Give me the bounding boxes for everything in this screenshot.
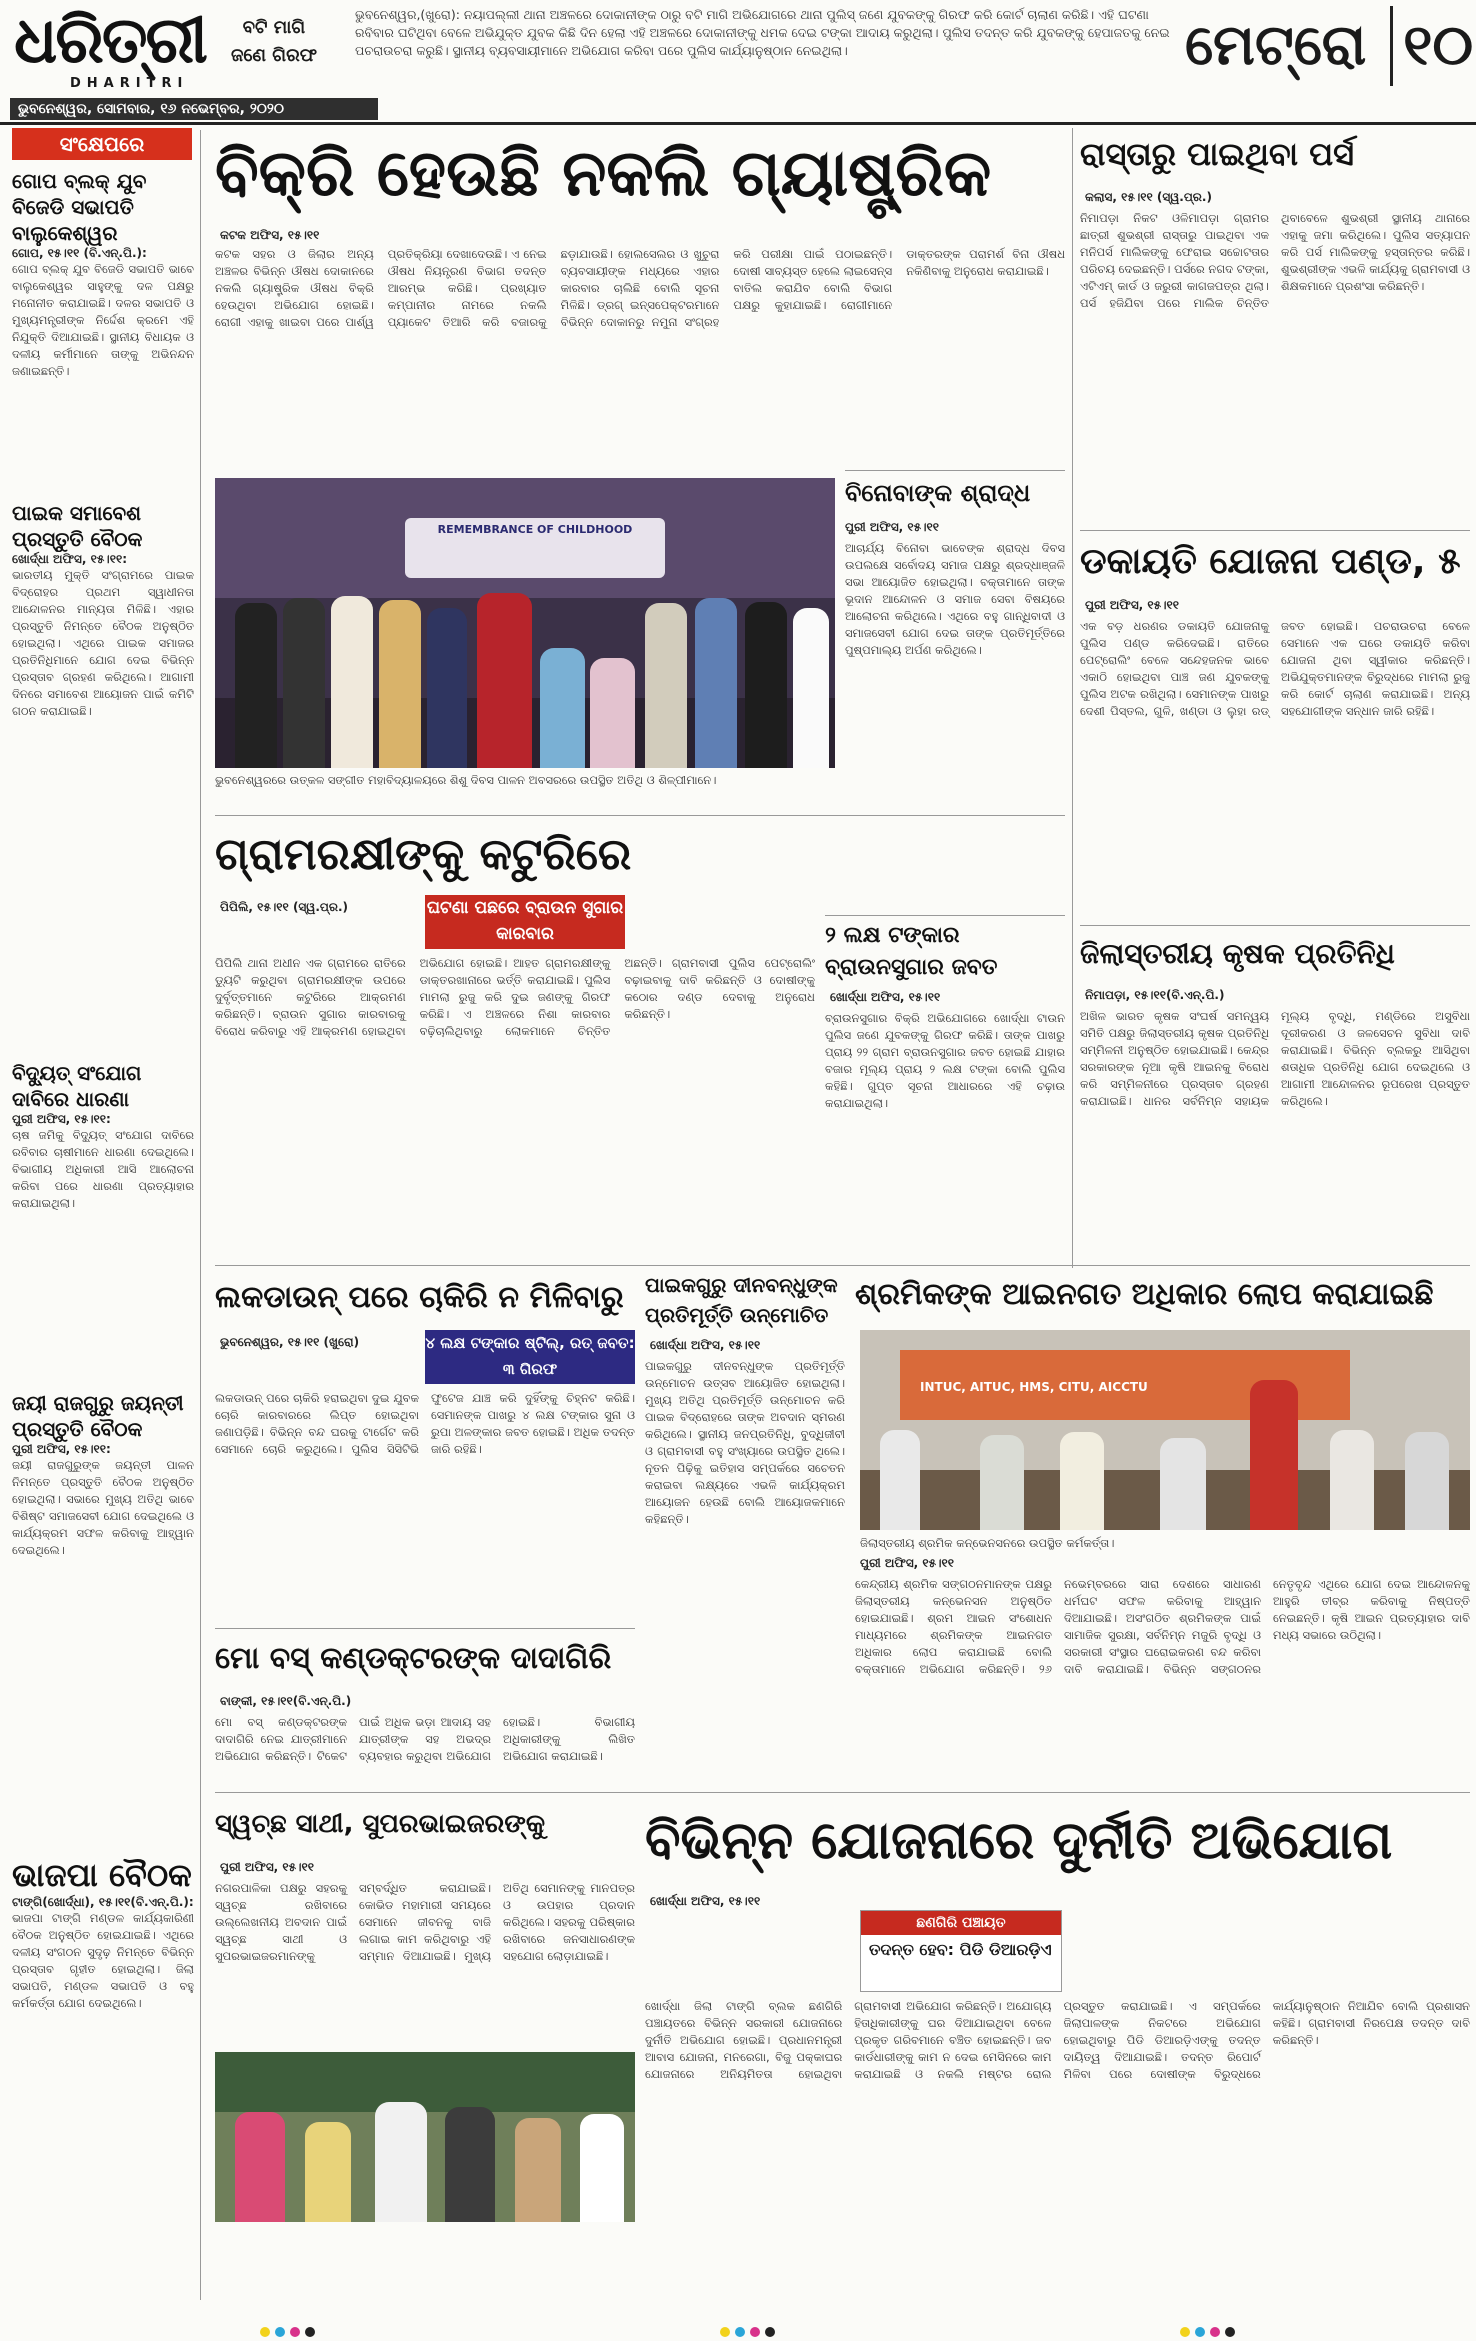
brief-body: ଭାରତୀୟ ମୁକ୍ତି ସଂଗ୍ରାମରେ ପାଇକ ବିଦ୍ରୋହର ପ୍ରଥମ ସ୍ୱାଧୀନତା ଆନ୍ଦୋଳନର ମାନ୍ୟତା ମିଳିଛି। ଏହାର ପ୍ରସ୍ତୁତି ନିମନ୍ତେ ବୈଠକ ଅନୁଷ୍ଠିତ ହୋଇଥିଲା। ଏଥିରେ ପାଇକ ସମାଜର ପ୍ରତିନିଧିମାନେ ଯୋଗ ଦେଇ ବିଭିନ୍ନ ପ୍ରସ୍ତାବ ଗ୍ରହଣ କରିଥିଲେ। ଆଗାମୀ ଦିନରେ ସମାବେଶ ଆୟୋଜନ ପାଇଁ କମିଟି ଗଠନ କରାଯାଇଛି। [12,568,194,718]
story-body: ଆଚାର୍ଯ୍ୟ ବିନୋବା ଭାବେଙ୍କ ଶ୍ରାଦ୍ଧ ଦିବସ ଉପଲକ୍ଷେ ସର୍ବୋଦୟ ସମାଜ ପକ୍ଷରୁ ଶ୍ରଦ୍ଧାଞ୍ଜଳି ସଭା ଆୟୋଜିତ ହୋଇଥିଲା। ବକ୍ତାମାନେ ତାଙ୍କ ଭୂଦାନ ଆନ୍ଦୋଳନ ଓ ସମାଜ ସେବା ବିଷୟରେ ଆଲୋଚନା କରିଥିଲେ। ଏଥିରେ ବହୁ ଗାନ୍ଧିବାଦୀ ଓ ସମାଜସେବୀ ଯୋଗ ଦେଇ ତାଙ୍କ ପ୍ରତିମୂର୍ତ୍ତିରେ ପୁଷ୍ପମାଲ୍ୟ ଅର୍ପଣ କରିଥିଲେ। [845,541,1065,657]
logo-subtitle: DHARITRI [70,76,189,91]
brief-item [12,1060,194,1327]
top-news-text: ଭୁବନେଶ୍ୱର,(ଖୁରୋ): ନୟାପଲ୍ଲୀ ଥାନା ଅଞ୍ଚଳରେ ଦୋକାନୀଙ୍କ ଠାରୁ ବଟି ମାଗି ଅଭିଯୋଗରେ ଥାନା ପୁଲିସ୍ ଜଣେ ଯୁବକଙ୍କୁ ଗିରଫ କରି କୋର୍ଟ ଚାଲାଣ କରିଛି। ଏହି ଘଟଣା ରବିବାର ଘଟିଥିବା ବେଳେ ଅଭିଯୁକ୍ତ ଯୁବକ କିଛି ଦିନ ହେଲା ଏହି ଅଞ୍ଚଳରେ ଦୋକାନୀଙ୍କୁ ଧମକ ଦେଇ ଟଙ୍କା ଆଦାୟ କରୁଥିଲା। ପୁଲିସ ତଦନ୍ତ କରି ଯୁବକଙ୍କୁ ହେପାଜତକୁ ନେଇ ପଚରାଉଚରା କରୁଛି। ସ୍ଥାନୀୟ ବ୍ୟବସାୟୀମାନେ ଅଭିଯୋଗ କରିବା ପରେ ପୁଲିସ କାର୍ଯ୍ୟାନୁଷ୍ଠାନ ନେଇଥିଲା। [355,7,1170,58]
section-name: ମେଟ୍ରୋ [1185,13,1367,78]
photo-caption: ଜିଲାସ୍ତରୀୟ ଶ୍ରମିକ କନ୍‌ଭେନସନରେ ଉପସ୍ଥିତ କର୍ମକର୍ତ୍ତା। [860,1536,1115,1550]
brief-item [12,1855,194,2300]
brief-dateline: ଟାଙ୍ଗି(ଖୋର୍ଦ୍ଧା), ୧୫।୧୧(ବି.ଏନ୍.ପି.): [12,1895,194,1909]
brief-dateline: ଗୋପ, ୧୫।୧୧ (ବି.ଏନ୍.ପି.): [12,246,147,260]
brief-headline: ବିଦ୍ୟୁତ୍ ସଂଯୋଗ ଦାବିରେ ଧାରଣା [12,1061,142,1111]
photo-caption: ଭୁବନେଶ୍ୱରରେ ଉତ୍କଳ ସଙ୍ଗୀତ ମହାବିଦ୍ୟାଳୟରେ ଶିଶୁ ଦିବସ ପାଳନ ଅବସରରେ ଉପସ୍ଥିତ ଅତିଥି ଓ ଶିଳ୍ପୀମାନେ। [215,773,717,787]
brief-headline: ଭାଜପା ବୈଠକ [12,1856,192,1894]
story-headline: ସ୍ୱଚ୍ଛ ସାଥୀ, ସୁପରଭାଇଜରଙ୍କୁ [215,1809,546,1839]
story-body: ପିପିଲି ଥାନା ଅଧୀନ ଏକ ଗ୍ରାମରେ ରାତିରେ ଡ୍ୟୁଟି କରୁଥିବା ଗ୍ରାମରକ୍ଷୀଙ୍କ ଉପରେ ଦୁର୍ବୃତ୍ତମାନେ କଟୁରିରେ ଆକ୍ରମଣ କରିଛନ୍ତି। ବ୍ରାଉନ ସୁଗାର କାରବାରକୁ ବିରୋଧ କରିବାରୁ ଏହି ଆକ୍ରମଣ ହୋଇଥିବା ଅଭିଯୋଗ ହୋଇଛି। ଆହତ ଗ୍ରାମରକ୍ଷୀଙ୍କୁ ଡାକ୍ତରଖାନାରେ ଭର୍ତ୍ତି କରାଯାଇଛି। ପୁଲିସ ମାମଲା ରୁଜୁ କରି ଦୁଇ ଜଣଙ୍କୁ ଗିରଫ କରିଛି। ଏ ଅଞ୍ଚଳରେ ନିଶା କାରବାର ବଢ଼ିଚାଲିଥିବାରୁ ଲୋକମାନେ ଚିନ୍ତିତ ଅଛନ୍ତି। ଗ୍ରାମବାସୀ ପୁଲିସ ପେଟ୍ରୋଲିଂ ବଢ଼ାଇବାକୁ ଦାବି କରିଛନ୍ତି ଓ ଦୋଷୀଙ୍କୁ କଠୋର ଦଣ୍ଡ ଦେବାକୁ ଅନୁରୋଧ କରିଛନ୍ତି। [215,956,815,1038]
story-headline: ବିକ୍ରି ହେଉଛି ନକଲି ଗ୍ୟାଷ୍ଟ୍ରିକ [215,137,992,211]
info-box [860,1910,1062,1992]
brief-body: ଗୋପ ବ୍ଲକ୍ ଯୁବ ବିଜେଡି ସଭାପତି ଭାବେ ବାଲୁକେଶ୍ୱର ସାହୁଙ୍କୁ ଦଳ ପକ୍ଷରୁ ମନୋନୀତ କରାଯାଇଛି। ଦଳର ସଭାପତି ଓ ମୁଖ୍ୟମନ୍ତ୍ରୀଙ୍କ ନିର୍ଦ୍ଦେଶ କ୍ରମେ ଏହି ନିଯୁକ୍ତି ଦିଆଯାଇଛି। ସ୍ଥାନୀୟ ବିଧାୟକ ଓ ଦଳୀୟ କର୍ମୀମାନେ ତାଙ୍କୁ ଅଭିନନ୍ଦନ ଜଣାଇଛନ୍ତି। [12,262,194,378]
event-photo [215,2052,635,2222]
rule [215,1265,1470,1266]
brief-dateline: ଖୋର୍ଦ୍ଧା ଅଫିସ, ୧୫।୧୧: [12,552,128,566]
story-headline: ଶ୍ରମିକଙ୍କ ଆଇନଗତ ଅଧିକାର ଲୋପ କରାଯାଇଛି [855,1277,1434,1312]
masthead [0,0,1476,118]
story-body: ଲକଡାଉନ୍ ପରେ ଚାକିରି ହରାଇଥିବା ଦୁଇ ଯୁବକ ଚୋରି କାରବାରରେ ଲିପ୍ତ ହୋଇଥିବା ଜଣାପଡ଼ିଛି। ବିଭିନ୍ନ ବନ୍ଦ ଘରକୁ ଟାର୍ଗେଟ କରି ସେମାନେ ଚୋରି କରୁଥିଲେ। ପୁଲିସ ସିସିଟିଭି ଫୁଟେଜ ଯାଞ୍ଚ କରି ଦୁହିଁଙ୍କୁ ଚିହ୍ନଟ କରିଛି। ସେମାନଙ୍କ ପାଖରୁ ୪ ଲକ୍ଷ ଟଙ୍କାର ସୁନା ଓ ରୁପା ଅଳଙ୍କାର ଜବତ ହୋଇଛି। ଅଧିକ ତଦନ୍ତ ଜାରି ରହିଛି। [215,1391,635,1456]
story-body: କଟକ ସହର ଓ ଜିଲାର ଅନ୍ୟ ଅଞ୍ଚଳର ବିଭିନ୍ନ ଔଷଧ ଦୋକାନରେ ନକଲି ଗ୍ୟାଷ୍ଟ୍ରିକ ଔଷଧ ବିକ୍ରି ହେଉଥିବା ଅଭିଯୋଗ ହୋଇଛି। ରୋଗୀ ଏହାକୁ ଖାଇବା ପରେ ପାର୍ଶ୍ୱ ପ୍ରତିକ୍ରିୟା ଦେଖାଦେଉଛି। ଏ ନେଇ ଔଷଧ ନିୟନ୍ତ୍ରଣ ବିଭାଗ ତଦନ୍ତ ଆରମ୍ଭ କରିଛି। ପ୍ରଖ୍ୟାତ କମ୍ପାନୀର ନାମରେ ନକଲି ପ୍ୟାକେଟ ତିଆରି କରି ବଜାରକୁ ଛଡ଼ାଯାଉଛି। ହୋଲସେଲର ଓ ଖୁଚୁରା ବ୍ୟବସାୟୀଙ୍କ ମଧ୍ୟରେ ଏହାର କାରବାର ଚାଲିଛି ବୋଲି ସୂଚନା ମିଳିଛି। ଡ୍ରଗ୍ ଇନ୍ସପେକ୍ଟରମାନେ ବିଭିନ୍ନ ଦୋକାନରୁ ନମୁନା ସଂଗ୍ରହ କରି ପରୀକ୍ଷା ପାଇଁ ପଠାଇଛନ୍ତି। ଦୋଷୀ ସାବ୍ୟସ୍ତ ହେଲେ ଲାଇସେନ୍ସ ବାତିଲ କରାଯିବ ବୋଲି ବିଭାଗ ପକ୍ଷରୁ କୁହାଯାଇଛି। ରୋଗୀମାନେ ଡାକ୍ତରଙ୍କ ପରାମର୍ଶ ବିନା ଔଷଧ ନକିଣିବାକୁ ଅନୁରୋଧ କରାଯାଇଛି। [215,247,1065,329]
rule [215,815,1065,816]
story-dateline: ପୁରୀ ଅଫିସ, ୧୫।୧୧ [860,1556,955,1570]
rule [215,1792,1470,1793]
brief-headline: ଜୟୀ ରାଜଗୁରୁ ଜୟନ୍ତୀ ପ୍ରସ୍ତୁତି ବୈଠକ [12,1391,184,1441]
masthead-rule [0,122,1476,125]
banner-text: INTUC, AITUC, HMS, CITU, AICCTU [920,1380,1148,1394]
story-body: ପାଇକଗୁରୁ ଦୀନବନ୍ଧୁଙ୍କ ପ୍ରତିମୂର୍ତ୍ତି ଉନ୍ମୋଚନ ଉତ୍ସବ ଆୟୋଜିତ ହୋଇଥିଲା। ମୁଖ୍ୟ ଅତିଥି ପ୍ରତିମୂର୍ତ୍ତି ଉନ୍ମୋଚନ କରି ପାଇକ ବିଦ୍ରୋହରେ ତାଙ୍କ ଅବଦାନ ସ୍ମରଣ କରିଥିଲେ। ସ୍ଥାନୀୟ ଜନପ୍ରତିନିଧି, ବୁଦ୍ଧିଜୀବୀ ଓ ଗ୍ରାମବାସୀ ବହୁ ସଂଖ୍ୟାରେ ଉପସ୍ଥିତ ଥିଲେ। ନୂତନ ପିଢ଼ିକୁ ଇତିହାସ ସମ୍ପର୍କରେ ସଚେତନ କରାଇବା ଲକ୍ଷ୍ୟରେ ଏଭଳି କାର୍ଯ୍ୟକ୍ରମ ଆୟୋଜନ ହେଉଛି ବୋଲି ଆୟୋଜକମାନେ କହିଛନ୍ତି। [645,1359,845,1526]
brief-dateline: ପୁରୀ ଅଫିସ, ୧୫।୧୧: [12,1112,111,1126]
brief-item [12,1390,194,1847]
story-dateline: ଖୋର୍ଦ୍ଧା ଅଫିସ, ୧୫।୧୧ [830,990,941,1004]
highlight-box: ଘଟଣା ପଛରେ ବ୍ରାଉନ ସୁଗାର କାରବାର [425,895,625,949]
story-dateline: ପୁରୀ ଅଫିସ, ୧୫।୧୧ [220,1860,315,1874]
story-headline: ଲକଡାଉନ୍ ପରେ ଚାକିରି ନ ମିଳିବାରୁ [215,1280,624,1315]
story-headline: ବିଭିନ୍ନ ଯୋଜନାରେ ଦୁର୍ନୀତି ଅଭିଯୋଗ [645,1811,1393,1871]
story-dateline: ଭୁବନେଶ୍ୱର, ୧୫।୧୧ (ଖୁରୋ) [220,1335,360,1349]
info-box-title: ଛଣଗିରି ପଞ୍ଚାୟତ [861,1911,1061,1935]
column-divider [1072,128,1073,1268]
story-headline: ମୋ ବସ୍ କଣ୍ଡକ୍ଟରଙ୍କ ଦାଦାଗିରି [215,1641,612,1676]
event-photo [860,1330,1470,1530]
tagline-line-1: ବଟି ମାଗି [242,17,306,38]
story-body: କେନ୍ଦ୍ରୀୟ ଶ୍ରମିକ ସଙ୍ଗଠନମାନଙ୍କ ପକ୍ଷରୁ ଜିଲାସ୍ତରୀୟ କନ୍‌ଭେନସନ ଅନୁଷ୍ଠିତ ହୋଇଯାଇଛି। ଶ୍ରମ ଆଇନ ସଂଶୋଧନ ମାଧ୍ୟମରେ ଶ୍ରମିକଙ୍କ ଆଇନଗତ ଅଧିକାର ଲୋପ କରାଯାଇଛି ବୋଲି ବକ୍ତାମାନେ ଅଭିଯୋଗ କରିଛନ୍ତି। ୨୬ ନଭେମ୍ବରରେ ସାରା ଦେଶରେ ସାଧାରଣ ଧର୍ମଘଟ ସଫଳ କରିବାକୁ ଆହ୍ୱାନ ଦିଆଯାଇଛି। ଅସଂଗଠିତ ଶ୍ରମିକଙ୍କ ପାଇଁ ସାମାଜିକ ସୁରକ୍ଷା, ସର୍ବନିମ୍ନ ମଜୁରି ବୃଦ୍ଧି ଓ ସରକାରୀ ସଂସ୍ଥାର ଘରୋଇକରଣ ବନ୍ଦ କରିବା ଦାବି କରାଯାଇଛି। ବିଭିନ୍ନ ସଙ୍ଗଠନର ନେତୃବୃନ୍ଦ ଏଥିରେ ଯୋଗ ଦେଇ ଆନ୍ଦୋଳନକୁ ଆହୁରି ତୀବ୍ର କରିବାକୁ ନିଷ୍ପତ୍ତି ନେଇଛନ୍ତି। କୃଷି ଆଇନ ପ୍ରତ୍ୟାହାର ଦାବି ମଧ୍ୟ ସଭାରେ ଉଠିଥିଲା। [855,1577,1470,1676]
masthead-tagline [214,14,334,70]
story-headline: ରାସ୍ତାରୁ ପାଇଥିବା ପର୍ସ [1080,135,1354,173]
print-registration-marks [1180,2322,1240,2341]
story-dateline: ନିମାପଡ଼ା, ୧୫।୧୧(ବି.ଏନ୍.ପି.) [1085,988,1225,1002]
story-headline: ଡକାୟତି ଯୋଜନା ପଣ୍ଡ, ୫ [1080,541,1461,582]
tagline-line-2: ଜଣେ ଗିରଫ [230,45,318,66]
story-body: ଏକ ବଡ଼ ଧରଣର ଡକାୟତି ଯୋଜନାକୁ ପୁଲିସ ପଣ୍ଡ କରିଦେଇଛି। ରାତିରେ ପେଟ୍ରୋଲିଂ ବେଳେ ସନ୍ଦେହଜନକ ଭାବେ ଏକାଠି ହୋଇଥିବା ପାଞ୍ଚ ଜଣ ଯୁବକଙ୍କୁ ପୁଲିସ ଅଟକ ରଖିଥିଲା। ସେମାନଙ୍କ ପାଖରୁ ଦେଶୀ ପିସ୍ତଲ, ଗୁଳି, ଖଣ୍ଡା ଓ ଲୁହା ରଡ୍ ଜବତ ହୋଇଛି। ପଚରାଉଚରା ବେଳେ ସେମାନେ ଏକ ଘରେ ଡକାୟତି କରିବା ଯୋଜନା ଥିବା ସ୍ୱୀକାର କରିଛନ୍ତି। ଅଭିଯୁକ୍ତମାନଙ୍କ ବିରୁଦ୍ଧରେ ମାମଲା ରୁଜୁ କରି କୋର୍ଟ ଚାଲାଣ କରାଯାଇଛି। ଅନ୍ୟ ସହଯୋଗୀଙ୍କ ସନ୍ଧାନ ଜାରି ରହିଛି। [1080,619,1470,718]
brief-headline: ଗୋପ ବ୍ଲକ୍ ଯୁବ ବିଜେଡି ସଭାପତି ବାଲୁକେଶ୍ୱର [12,169,147,245]
issue-dateline: ଭୁବନେଶ୍ୱର, ସୋମବାର, ୧୬ ନଭେମ୍ବର, ୨୦୨୦ [10,98,378,120]
brief-item [12,168,194,511]
story-headline: ପାଇକଗୁରୁ ଦୀନବନ୍ଧୁଙ୍କ ପ୍ରତିମୂର୍ତ୍ତି ଉନ୍ମୋଚିତ [645,1273,838,1327]
brief-headline: ପାଇକ ସମାବେଶ ପ୍ରସ୍ତୁତି ବୈଠକ [12,501,143,551]
info-box-text: ତଦନ୍ତ ହେବ: ପିଡି ଡିଆରଡ଼ିଏ [869,1940,1052,1959]
story-body: ବ୍ରାଉନସୁଗାର ବିକ୍ରି ଅଭିଯୋଗରେ ଖୋର୍ଦ୍ଧା ଟାଉନ ପୁଲିସ ଜଣେ ଯୁବକଙ୍କୁ ଗିରଫ କରିଛି। ତାଙ୍କ ପାଖରୁ ପ୍ରାୟ ୨୨ ଗ୍ରାମ ବ୍ରାଉନସୁଗାର ଜବତ ହୋଇଛି ଯାହାର ବଜାର ମୂଲ୍ୟ ପ୍ରାୟ ୨ ଲକ୍ଷ ଟଙ୍କା ବୋଲି ପୁଲିସ କହିଛି। ଗୁପ୍ତ ସୂଚନା ଆଧାରରେ ଏହି ଚଢ଼ାଉ କରାଯାଇଥିଲା। [825,1011,1065,1110]
story-dateline: ବାଙ୍କୀ, ୧୫।୧୧(ବି.ଏନ୍.ପି.) [220,1694,352,1708]
story-body: ଅଖିଳ ଭାରତ କୃଷକ ସଂଘର୍ଷ ସମନ୍ୱୟ ସମିତି ପକ୍ଷରୁ ଜିଲାସ୍ତରୀୟ କୃଷକ ପ୍ରତିନିଧି ସମ୍ମିଳନୀ ଅନୁଷ୍ଠିତ ହୋଇଯାଇଛି। କେନ୍ଦ୍ର ସରକାରଙ୍କ ନୂଆ କୃଷି ଆଇନକୁ ବିରୋଧ କରି ସମ୍ମିଳନୀରେ ପ୍ରସ୍ତାବ ଗ୍ରହଣ କରାଯାଇଛି। ଧାନର ସର୍ବନିମ୍ନ ସହାୟକ ମୂଲ୍ୟ ବୃଦ୍ଧି, ମଣ୍ଡିରେ ଅସୁବିଧା ଦୂରୀକରଣ ଓ ଜଳସେଚନ ସୁବିଧା ଦାବି କରାଯାଇଛି। ବିଭିନ୍ନ ବ୍ଲକରୁ ଆସିଥିବା ଶତାଧିକ ପ୍ରତିନିଧି ଯୋଗ ଦେଇଥିଲେ ଓ ଆଗାମୀ ଆନ୍ଦୋଳନର ରୂପରେଖ ପ୍ରସ୍ତୁତ କରିଥିଲେ। [1080,1009,1470,1108]
rule [1080,530,1470,531]
story-dateline: ଖୋର୍ଦ୍ଧା ଅଫିସ, ୧୫।୧୧ [650,1338,761,1352]
newspaper-logo [14,4,206,102]
story-dateline: ପୁରୀ ଅଫିସ, ୧୫।୧୧ [1085,598,1180,612]
brief-item [12,500,194,1057]
story-dateline: କଟକ ଅଫିସ, ୧୫।୧୧ [220,228,320,242]
story-dateline: ପୁରୀ ଅଫିସ, ୧୫।୧୧ [845,520,940,534]
column-divider [200,130,201,2300]
story-body: ଖୋର୍ଦ୍ଧା ଜିଲା ଟାଙ୍ଗି ବ୍ଲକ ଛଣଗିରି ପଞ୍ଚାୟତରେ ବିଭିନ୍ନ ସରକାରୀ ଯୋଜନାରେ ଦୁର୍ନୀତି ଅଭିଯୋଗ ହୋଇଛି। ପ୍ରଧାନମନ୍ତ୍ରୀ ଆବାସ ଯୋଜନା, ମନରେଗା, ବିଜୁ ପକ୍କାଘର ଯୋଜନାରେ ଅନିୟମିତତା ହୋଇଥିବା ଗ୍ରାମବାସୀ ଅଭିଯୋଗ କରିଛନ୍ତି। ଅଯୋଗ୍ୟ ହିତାଧିକାରୀଙ୍କୁ ଘର ଦିଆଯାଇଥିବା ବେଳେ ପ୍ରକୃତ ଗରିବମାନେ ବଞ୍ଚିତ ହୋଇଛନ୍ତି। ଜବ କାର୍ଡଧାରୀଙ୍କୁ କାମ ନ ଦେଇ ମେସିନରେ କାମ କରାଯାଇଛି ଓ ନକଲି ମଷ୍ଟର ରୋଲ ପ୍ରସ୍ତୁତ କରାଯାଇଛି। ଏ ସମ୍ପର୍କରେ ଜିଲାପାଳଙ୍କ ନିକଟରେ ଅଭିଯୋଗ ହୋଇଥିବାରୁ ପିଡି ଡିଆରଡ଼ିଏଙ୍କୁ ତଦନ୍ତ ଦାୟିତ୍ୱ ଦିଆଯାଇଛି। ତଦନ୍ତ ରିପୋର୍ଟ ମିଳିବା ପରେ ଦୋଷୀଙ୍କ ବିରୁଦ୍ଧରେ କାର୍ଯ୍ୟାନୁଷ୍ଠାନ ନିଆଯିବ ବୋଲି ପ୍ରଶାସନ କହିଛି। ଗ୍ରାମବାସୀ ନିରପେକ୍ଷ ତଦନ୍ତ ଦାବି କରିଛନ୍ତି। [645,1999,1470,2081]
print-registration-marks [720,2322,780,2341]
page-number: ୧୦ [1390,6,1473,86]
print-registration-marks [260,2322,320,2341]
story-dateline: କଲାସ, ୧୫।୧୧ (ସ୍ୱ.ପ୍ର.) [1085,190,1212,204]
story-headline: ଜିଲାସ୍ତରୀୟ କୃଷକ ପ୍ରତିନିଧି [1080,937,1395,970]
brief-dateline: ପୁରୀ ଅଫିସ, ୧୫।୧୧: [12,1442,111,1456]
story-headline: ବିନୋବାଙ୍କ ଶ୍ରାଦ୍ଧ [845,479,1031,507]
rule [845,470,1065,471]
brief-body: ଚାଷ ଜମିକୁ ବିଦ୍ୟୁତ୍ ସଂଯୋଗ ଦାବିରେ ରବିବାର ଚାଷୀମାନେ ଧାରଣା ଦେଇଥିଲେ। ବିଭାଗୀୟ ଅଧିକାରୀ ଆସି ଆଲୋଚନା କରିବା ପରେ ଧାରଣା ପ୍ରତ୍ୟାହାର କରାଯାଇଥିଲା। [12,1128,194,1210]
story-body: ନିମାପଡ଼ା ନିକଟ ଓଳିମାପଡ଼ା ଗ୍ରାମର ଛାତ୍ରୀ ଶୁଭଶ୍ରୀ ରାସ୍ତାରୁ ପାଇଥିବା ଏକ ମନିପର୍ସ ମାଲିକଙ୍କୁ ଫେରାଇ ସଚ୍ଚୋଟତାର ପରିଚୟ ଦେଇଛନ୍ତି। ପର୍ସରେ ନଗଦ ଟଙ୍କା, ଏଟିଏମ୍ କାର୍ଡ ଓ ଜରୁରୀ କାଗଜପତ୍ର ଥିଲା। ପର୍ସ ହଜିଯିବା ପରେ ମାଲିକ ଚିନ୍ତିତ ଥିବାବେଳେ ଶୁଭଶ୍ରୀ ସ୍ଥାନୀୟ ଥାନାରେ ଏହାକୁ ଜମା କରିଥିଲେ। ପୁଲିସ ସତ୍ୟାପନ କରି ପର୍ସ ମାଲିକଙ୍କୁ ହସ୍ତାନ୍ତର କରିଛି। ଶୁଭଶ୍ରୀଙ୍କ ଏଭଳି କାର୍ଯ୍ୟକୁ ଗ୍ରାମବାସୀ ଓ ଶିକ୍ଷକମାନେ ପ୍ରଶଂସା କରିଛନ୍ତି। [1080,211,1470,310]
event-photo [215,478,835,768]
story-dateline: ଖୋର୍ଦ୍ଧା ଅଫିସ, ୧୫।୧୧ [650,1894,761,1908]
brief-body: ଜୟୀ ରାଜଗୁରୁଙ୍କ ଜୟନ୍ତୀ ପାଳନ ନିମନ୍ତେ ପ୍ରସ୍ତୁତି ବୈଠକ ଅନୁଷ୍ଠିତ ହୋଇଥିଲା। ସଭାରେ ମୁଖ୍ୟ ଅତିଥି ଭାବେ ବିଶିଷ୍ଟ ସମାଜସେବୀ ଯୋଗ ଦେଇଥିଲେ ଓ କାର୍ଯ୍ୟକ୍ରମ ସଫଳ କରିବାକୁ ଆହ୍ୱାନ ଦେଇଥିଲେ। [12,1458,194,1557]
rule [215,1628,635,1629]
rule [1080,925,1470,926]
story-headline: ଗ୍ରାମରକ୍ଷୀଙ୍କୁ କଟୁରିରେ [215,829,632,880]
highlight-box: ୪ ଲକ୍ଷ ଟଙ୍କାର ଷ୍ଟିଲ୍, ରତ୍ ଜବତ: ୩ ଗିରଫ [425,1330,635,1384]
briefs-tag: ସଂକ୍ଷେପରେ [12,128,192,160]
story-body: ନଗରପାଳିକା ପକ୍ଷରୁ ସହରକୁ ସ୍ୱଚ୍ଛ ରଖିବାରେ ଉଲ୍ଲେଖନୀୟ ଅବଦାନ ପାଇଁ ସ୍ୱଚ୍ଛ ସାଥୀ ଓ ସୁପରଭାଇଜରମାନଙ୍କୁ ସମ୍ବର୍ଦ୍ଧିତ କରାଯାଇଛି। କୋଭିଡ ମହାମାରୀ ସମୟରେ ସେମାନେ ଜୀବନକୁ ବାଜି ଲଗାଇ କାମ କରିଥିବାରୁ ଏହି ସମ୍ମାନ ଦିଆଯାଇଛି। ମୁଖ୍ୟ ଅତିଥି ସେମାନଙ୍କୁ ମାନପତ୍ର ଓ ଉପହାର ପ୍ରଦାନ କରିଥିଲେ। ସହରକୁ ପରିଷ୍କାର ରଖିବାରେ ଜନସାଧାରଣଙ୍କ ସହଯୋଗ ଲୋଡ଼ାଯାଇଛି। [215,1881,635,1963]
story-headline: ୨ ଲକ୍ଷ ଟଙ୍କାର ବ୍ରାଉନସୁଗାର ଜବତ [825,923,998,980]
brief-body: ଭାଜପା ଟାଙ୍ଗି ମଣ୍ଡଳ କାର୍ଯ୍ୟକାରିଣୀ ବୈଠକ ଅନୁଷ୍ଠିତ ହୋଇଯାଇଛି। ଏଥିରେ ଦଳୀୟ ସଂଗଠନ ସୁଦୃଢ଼ ନିମନ୍ତେ ବିଭିନ୍ନ ପ୍ରସ୍ତାବ ଗୃହୀତ ହୋଇଥିଲା। ଜିଲା ସଭାପତି, ମଣ୍ଡଳ ସଭାପତି ଓ ବହୁ କର୍ମକର୍ତ୍ତା ଯୋଗ ଦେଇଥିଲେ। [12,1911,194,2010]
rule [825,915,1065,916]
story-dateline: ପିପିଲି, ୧୫।୧୧ (ସ୍ୱ.ପ୍ର.) [220,900,348,914]
banner-text: REMEMBRANCE OF CHILDHOOD [437,523,633,536]
logo-text: ଧରିତ୍ରୀ [14,4,206,78]
story-body: ମୋ ବସ୍ କଣ୍ଡକ୍ଟରଙ୍କ ଦାଦାଗିରି ନେଇ ଯାତ୍ରୀମାନେ ଅଭିଯୋଗ କରିଛନ୍ତି। ଟିକେଟ ପାଇଁ ଅଧିକ ଭଡ଼ା ଆଦାୟ ସହ ଯାତ୍ରୀଙ୍କ ସହ ଅଭଦ୍ର ବ୍ୟବହାର କରୁଥିବା ଅଭିଯୋଗ ହୋଇଛି। ବିଭାଗୀୟ ଅଧିକାରୀଙ୍କୁ ଲିଖିତ ଅଭିଯୋଗ କରାଯାଇଛି। [215,1715,635,1763]
